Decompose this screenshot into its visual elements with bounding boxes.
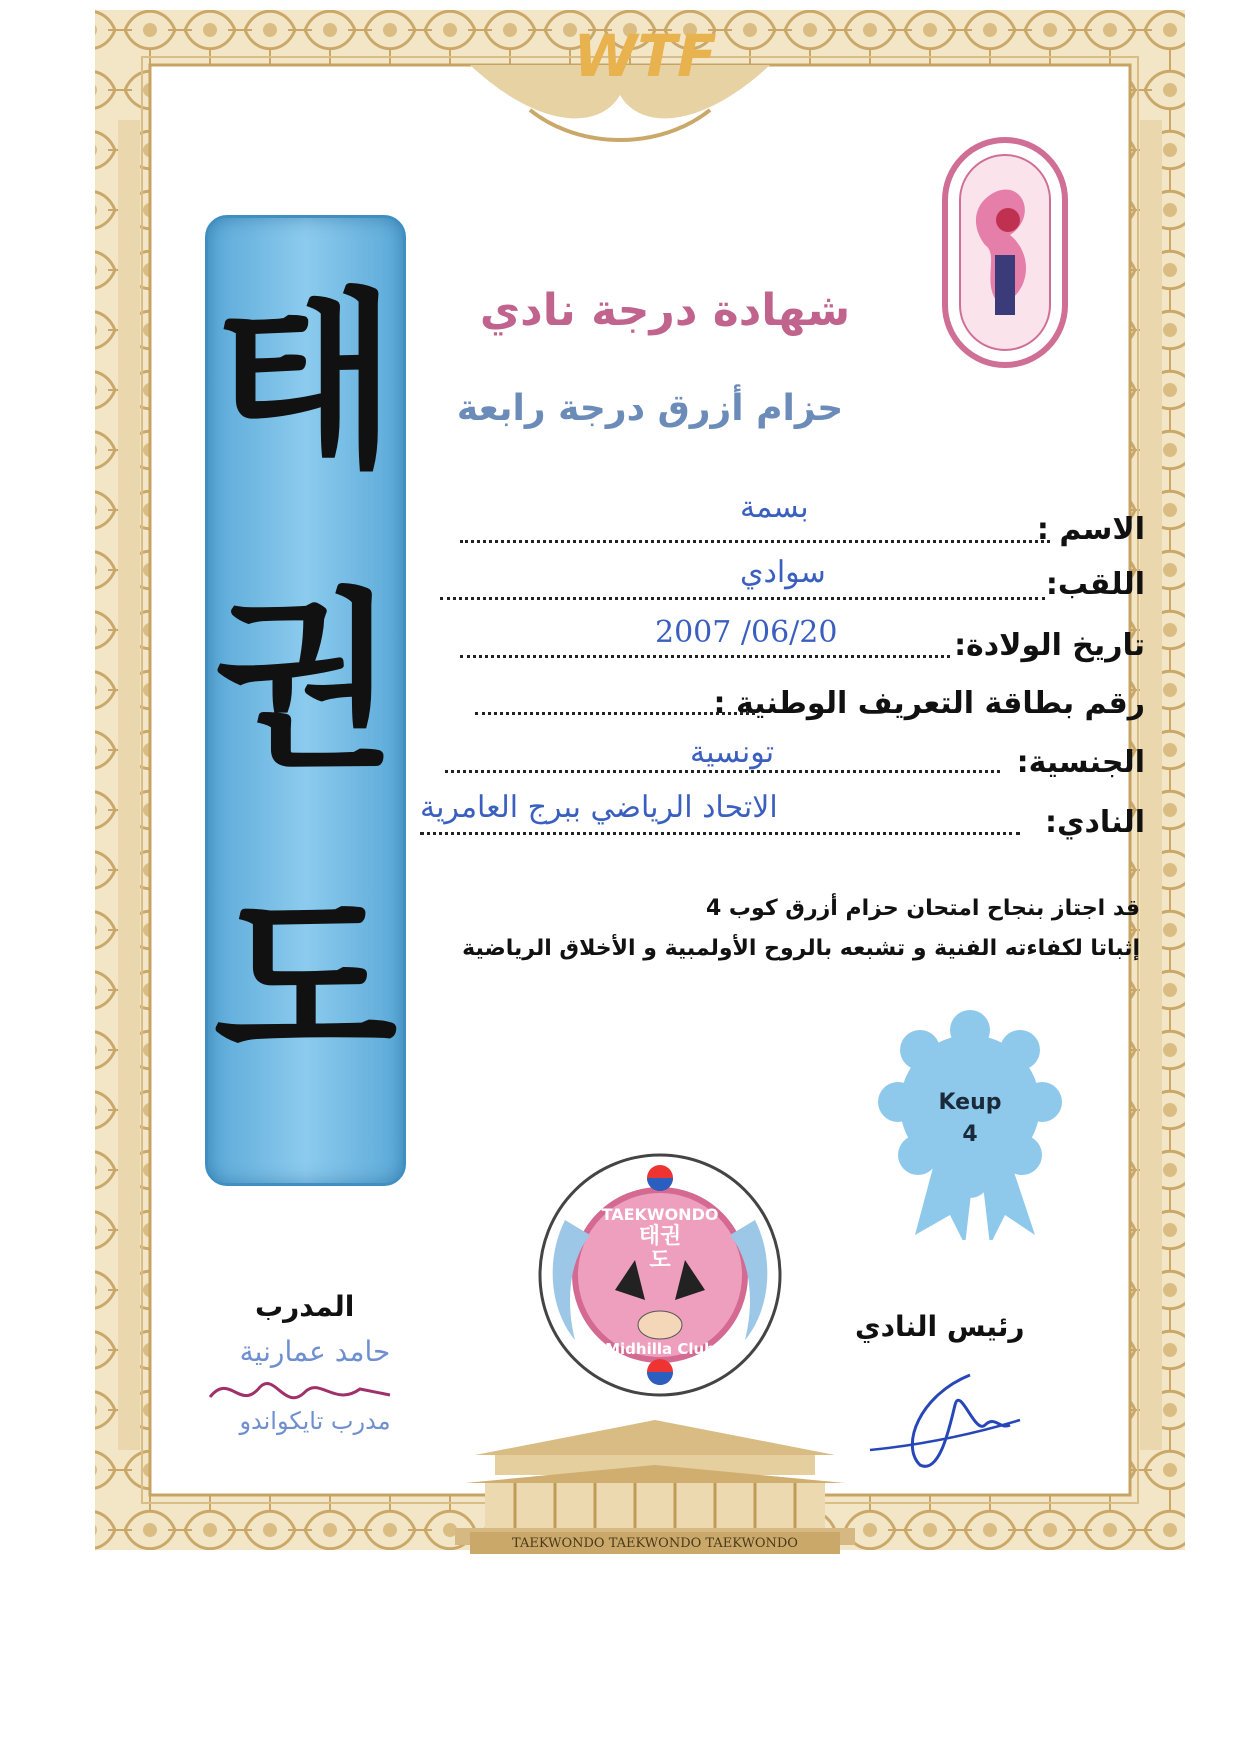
statement-line-2: إثباتا لكفاءته الفنية و تشبعه بالروح الأولمبية و الأخلاق الرياضية: [462, 936, 1140, 961]
field-value-surname: سوادي: [740, 555, 826, 590]
coach-stamp: [190, 1335, 440, 1445]
field-line-club: [420, 832, 1020, 835]
keup-level: 4: [962, 1122, 978, 1147]
hangul-char-2: 권: [213, 572, 398, 793]
hangul-char-3: 도: [213, 872, 398, 1093]
field-label-name: الاسم :: [1036, 512, 1145, 547]
field-line-nationality: [445, 770, 1000, 773]
keup-label: Keup: [938, 1090, 1002, 1115]
svg-text:WTF: WTF: [573, 22, 717, 88]
field-line-national-id: [475, 712, 755, 715]
coach-label: المدرب: [255, 1290, 355, 1323]
club-logo-top-text: TAEKWONDO: [601, 1205, 719, 1224]
field-label-nationality: الجنسية:: [1016, 745, 1145, 780]
federation-seal: [940, 135, 1070, 370]
president-signature-icon: [860, 1355, 1030, 1485]
field-value-nationality: تونسية: [690, 735, 775, 770]
statement-line-1: قد اجتاز بنجاح امتحان حزام أزرق كوب 4: [705, 896, 1140, 921]
footer-banner-text: TAEKWONDO TAEKWONDO TAEKWONDO: [512, 1536, 798, 1551]
coach-stamp-title: مدرب تايكواندو: [239, 1407, 391, 1435]
field-label-birthdate: تاريخ الولادة:: [954, 628, 1145, 663]
certificate-title: شهادة درجة نادي: [479, 285, 851, 336]
field-line-birthdate: [460, 655, 950, 658]
keup-rosette-badge: [870, 1010, 1070, 1240]
president-label: رئيس النادي: [855, 1310, 1025, 1343]
field-label-club: النادي:: [1045, 805, 1145, 840]
field-line-surname: [440, 597, 1045, 600]
certificate-subtitle: حزام أزرق درجة رابعة: [456, 388, 844, 429]
hangul-side-panel: [205, 215, 406, 1186]
field-label-national-id: رقم بطاقة التعريف الوطنية :: [713, 686, 1145, 721]
club-logo: [535, 1150, 785, 1400]
club-logo-bottom-text: Midhilla Club: [605, 1340, 715, 1358]
hangul-char-1: 태: [213, 272, 398, 493]
field-value-club: الاتحاد الرياضي ببرج العامرية: [420, 790, 778, 825]
field-value-name: بسمة: [740, 490, 809, 525]
club-logo-hangul: 태권도: [638, 1224, 682, 1273]
coach-stamp-name: حامد عمارنية: [239, 1335, 391, 1368]
field-label-surname: اللقب:: [1045, 567, 1145, 602]
field-value-birthdate: 2007 /06/20: [655, 615, 838, 650]
temple-illustration: [455, 1415, 855, 1545]
wtf-logo: [560, 18, 730, 88]
field-line-name: [460, 540, 1050, 543]
footer-banner: [470, 1532, 840, 1554]
